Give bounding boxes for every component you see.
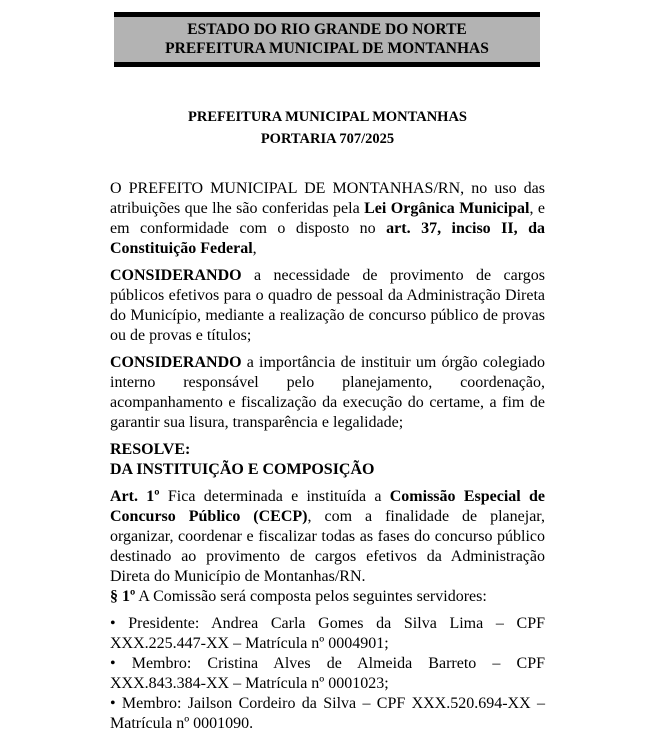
text-run: • Membro: Jailson Cordeiro da Silva – CPF XXX.520.694-XX – Matrícula nº 0001090. bbox=[110, 695, 545, 729]
document-page bbox=[0, 12, 646, 729]
text-run: Art. 1º bbox=[110, 488, 160, 505]
letterhead-line-1: ESTADO DO RIO GRANDE DO NORTE bbox=[187, 21, 467, 38]
text-run: CONSIDERANDO bbox=[110, 267, 242, 284]
resolve-heading bbox=[110, 440, 545, 460]
text-run: CONSIDERANDO bbox=[110, 354, 242, 371]
member-membro-2 bbox=[110, 694, 545, 729]
member-membro-1 bbox=[110, 654, 545, 694]
text-run: DA INSTITUIÇÃO E COMPOSIÇÃO bbox=[110, 461, 375, 478]
text-run: A Comissão será composta pelos seguintes servidores: bbox=[135, 588, 487, 605]
text-run: Fica determinada e instituída a bbox=[159, 488, 390, 505]
preamble-paragraph bbox=[110, 179, 545, 259]
text-run: , e em conformidade com o disposto no bbox=[110, 200, 545, 237]
document-title bbox=[110, 106, 545, 150]
text-run: Comissão Especial de Concurso Público (CECP) bbox=[110, 488, 546, 525]
document-body bbox=[110, 179, 545, 729]
text-run: a importância de instituir um órgão colegiado interno responsável pelo planejamento, coordenação, acompanhamento e fiscalização da execução do certame, a fim de garantir sua lisura, transparência e legalidade; bbox=[110, 354, 545, 431]
text-run: • Membro: Cristina Alves de Almeida Barreto – CPF XXX.843.384-XX – Matrícula nº 0001023; bbox=[110, 655, 545, 692]
text-run: RESOLVE: bbox=[110, 441, 191, 458]
art-1-paragraph bbox=[110, 487, 545, 587]
text-run: • Presidente: Andrea Carla Gomes da Silva Lima – CPF XXX.225.447-XX – Matrícula nº 0004901; bbox=[110, 615, 545, 652]
text-run: art. 37, inciso II, da Constituição Federal bbox=[110, 220, 545, 257]
text-run: § 1º bbox=[110, 588, 136, 605]
considerando-2 bbox=[110, 353, 545, 433]
letterhead-banner bbox=[114, 12, 540, 67]
document-title-line-1: PREFEITURA MUNICIPAL MONTANHAS bbox=[187, 109, 467, 125]
text-run: , com a finalidade de planejar, organizar, coordenar e fiscalizar todas as fases do concurso público destinado ao provimento de cargos efetivos da Administração Direta do Município de Montanhas/RN. bbox=[110, 508, 545, 585]
considerando-1 bbox=[110, 266, 545, 346]
letterhead-line-2: PREFEITURA MUNICIPAL DE MONTANHAS bbox=[165, 40, 489, 57]
text-run: a necessidade de provimento de cargos públicos efetivos para o quadro de pessoal da Administração Direta do Município, mediante a realização de concurso público de provas ou de provas e títulos; bbox=[110, 267, 545, 344]
paragrafo-1 bbox=[110, 587, 545, 607]
document-title-line-2: PORTARIA 707/2025 bbox=[260, 131, 395, 147]
text-run: , bbox=[252, 240, 257, 257]
text-run: Lei Orgânica Municipal bbox=[364, 200, 530, 217]
text-run: O PREFEITO MUNICIPAL DE MONTANHAS/RN, no uso das atribuições que lhe são conferidas pela bbox=[110, 180, 545, 217]
member-presidente bbox=[110, 614, 545, 654]
section-heading-instituicao-composicao bbox=[110, 460, 545, 480]
